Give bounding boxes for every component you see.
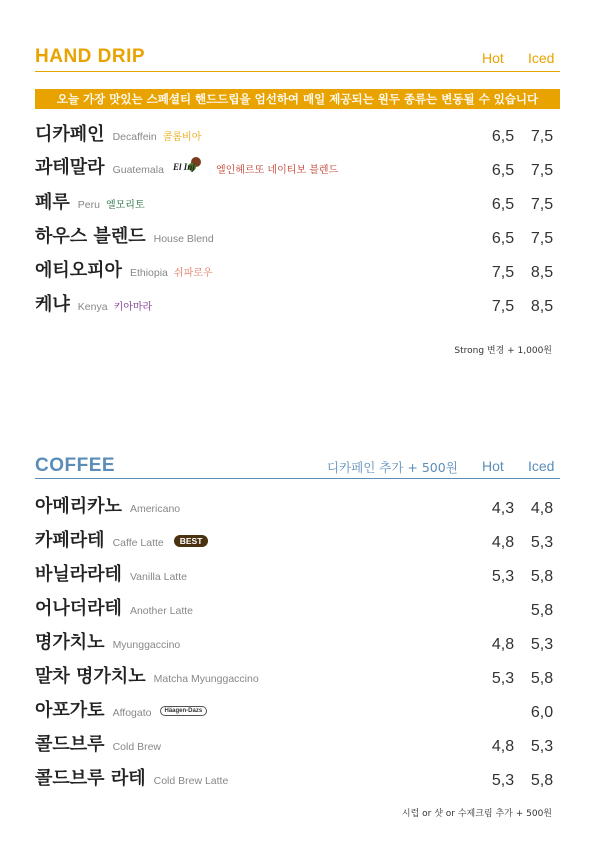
item-name-korean [35, 730, 161, 756]
item-name-english: Cold Brew Latte [153, 775, 229, 787]
item-name-english: Caffe Latte [112, 537, 164, 549]
hand_drip-menu-item [35, 190, 560, 218]
hand_drip-menu-item [35, 292, 560, 320]
decaf-add-note: 디카페인 추가 + 500원 [327, 460, 458, 475]
coffee-menu-item [35, 664, 560, 692]
item-name-korean-text: 콜드브루 라테 [35, 768, 146, 789]
item-name-english: Guatemala [112, 163, 164, 176]
item-name-korean [35, 594, 193, 620]
item-name-korean [35, 153, 338, 181]
item-name-korean-text: 페루 [35, 192, 70, 213]
item-name-korean [35, 560, 187, 586]
price-hot: 4,3 [491, 500, 515, 517]
price-hot: 5,3 [491, 568, 515, 585]
item-name-korean-text: 하우스 블렌드 [35, 226, 146, 247]
item-name-korean-text: 콜드브루 [35, 734, 105, 755]
item-name-korean-text: 카페라테 [35, 530, 105, 551]
item-name-korean [35, 526, 208, 552]
price-iced: 7,5 [530, 128, 554, 145]
price-iced: 8,5 [530, 264, 554, 281]
item-name-korean [35, 188, 145, 214]
hand-drip-iced-header: Iced [528, 50, 555, 66]
hand-drip-note: Strong 변경 + 1,000원 [454, 346, 552, 356]
item-name-english: Matcha Myunggaccino [153, 673, 259, 685]
hand-drip-hot-header: Hot [482, 50, 504, 66]
item-name-english: House Blend [153, 233, 214, 245]
item-name-korean [35, 290, 152, 316]
hand_drip-menu-item [35, 224, 560, 252]
price-iced: 5,8 [530, 670, 554, 687]
price-hot: 4,8 [491, 738, 515, 755]
item-name-english: Ethiopia [129, 267, 168, 279]
item-name-korean [35, 492, 180, 518]
price-hot: 7,5 [491, 298, 515, 315]
price-iced: 5,3 [530, 534, 554, 551]
coffee-menu-item [35, 596, 560, 624]
coffee-divider [35, 478, 560, 479]
price-iced: 4,8 [530, 500, 554, 517]
price-hot: 6,5 [491, 128, 515, 145]
item-name-english: Affogato [112, 707, 152, 719]
item-name-korean-text: 케냐 [35, 294, 70, 315]
item-name-korean [35, 696, 207, 722]
item-name-english: Myunggaccino [112, 639, 181, 651]
item-name-korean-text: 말차 명가치노 [35, 666, 146, 687]
coffee-menu-item [35, 528, 560, 556]
item-name-korean-text: 아포가토 [35, 700, 105, 721]
item-name-korean-text: 과테말라 [35, 156, 105, 178]
item-name-english: Decaffein [112, 131, 157, 143]
item-name-english: Another Latte [129, 605, 193, 617]
price-hot: 6,5 [491, 196, 515, 213]
item-name-korean-text: 에티오피아 [35, 260, 122, 281]
coffee-menu-item [35, 698, 560, 726]
item-name-korean-text: 어나더라테 [35, 598, 122, 619]
price-iced: 7,5 [530, 196, 554, 213]
price-iced: 7,5 [530, 230, 554, 247]
coffee-menu-item [35, 630, 560, 658]
hand-drip-title: HAND DRIP [35, 46, 146, 67]
hand_drip-menu-item [35, 156, 560, 184]
hand_drip-menu-item [35, 122, 560, 150]
bean-origin-label: 쉬파로우 [173, 268, 213, 279]
hand-drip-divider [35, 71, 560, 72]
best-badge: BEST [174, 535, 209, 547]
item-name-korean [35, 662, 259, 688]
item-name-english: Vanilla Latte [129, 571, 187, 583]
price-hot: 5,3 [491, 670, 515, 687]
item-name-korean-text: 바닐라라테 [35, 564, 122, 585]
coffee-hot-header: Hot [482, 458, 504, 474]
el-injerto-logo [172, 155, 204, 180]
item-name-english: Peru [77, 199, 100, 211]
item-name-english: Americano [129, 503, 181, 515]
price-hot: 6,5 [491, 230, 515, 247]
price-iced: 7,5 [530, 162, 554, 179]
price-iced: 5,3 [530, 636, 554, 653]
price-hot: 7,5 [491, 264, 515, 281]
svg-text:El Inj: El Inj [172, 162, 195, 172]
bean-origin-label: 키아마라 [113, 302, 153, 313]
haagen-dazs-logo: Häagen-Dazs [160, 706, 208, 716]
price-hot: 5,3 [491, 772, 515, 789]
coffee-menu-item [35, 562, 560, 590]
coffee-menu-item [35, 494, 560, 522]
coffee-title: COFFEE [35, 455, 116, 476]
price-iced: 6,0 [530, 704, 554, 721]
item-name-korean [35, 222, 214, 248]
coffee-note: 시럽 or 샷 or 수제크림 추가 + 500원 [401, 809, 552, 819]
bean-origin-label: 엘모리토 [105, 200, 145, 211]
bean-origin-label: 콜롬비아 [162, 132, 202, 143]
coffee-menu-item [35, 732, 560, 760]
item-name-korean [35, 764, 228, 790]
coffee-iced-header: Iced [528, 458, 555, 474]
price-iced: 5,8 [530, 772, 554, 789]
item-name-korean [35, 628, 180, 654]
item-name-korean-text: 디카페인 [35, 124, 105, 145]
price-iced: 5,8 [530, 602, 554, 619]
item-name-korean-text: 명가치노 [35, 632, 105, 653]
item-name-korean-text: 아메리카노 [35, 496, 122, 517]
hand-drip-banner: 오늘 가장 맛있는 스페셜티 핸드드립을 엄선하여 매일 제공되는 원두 종류는 변동될 수 있습니다 [35, 89, 560, 109]
price-hot: 4,8 [491, 636, 515, 653]
price-iced: 5,3 [530, 738, 554, 755]
item-name-english: Cold Brew [112, 741, 161, 753]
coffee-menu-item [35, 766, 560, 794]
price-iced: 5,8 [530, 568, 554, 585]
item-name-korean [35, 120, 201, 146]
price-hot: 6,5 [491, 162, 515, 179]
item-name-english: Kenya [77, 301, 108, 313]
price-iced: 8,5 [530, 298, 554, 315]
item-name-korean [35, 256, 213, 282]
hand_drip-menu-item [35, 258, 560, 286]
bean-origin-label: 엘인헤르또 네이티보 블렌드 [215, 164, 339, 176]
price-hot: 4,8 [491, 534, 515, 551]
